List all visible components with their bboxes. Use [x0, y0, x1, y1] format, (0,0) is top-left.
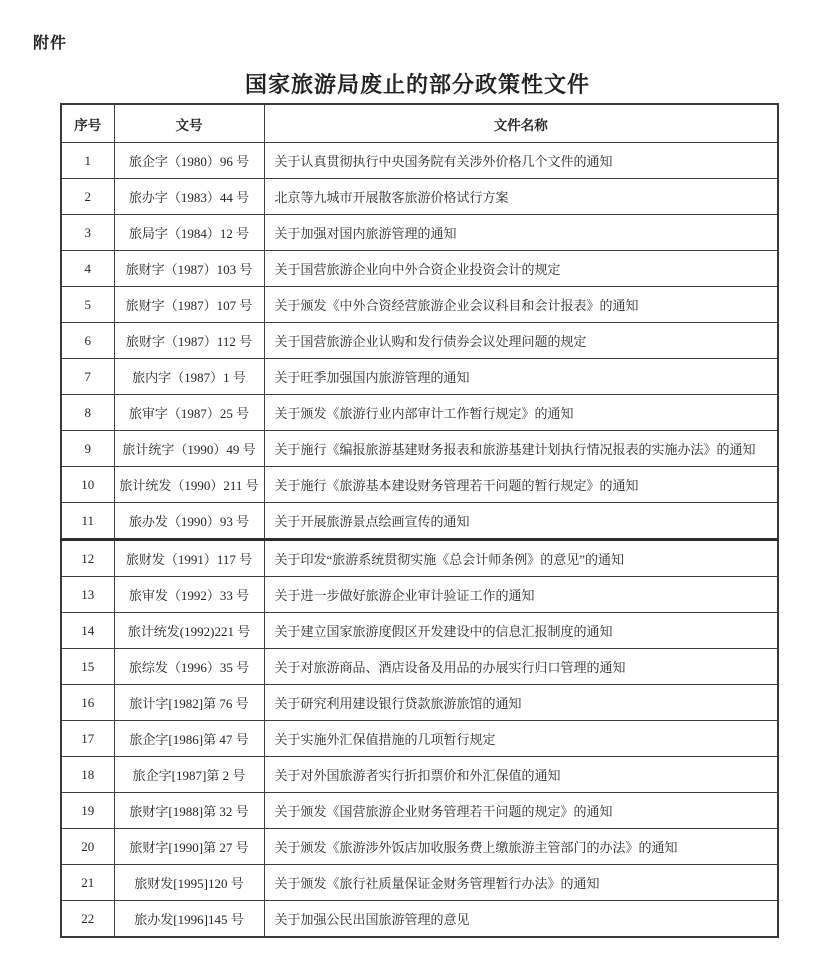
doc-number-cell: 旅计统发（1990）211 号 — [114, 467, 264, 503]
doc-title-cell: 关于开展旅游景点绘画宣传的通知 — [264, 503, 778, 540]
doc-number-cell: 旅财字[1990]第 27 号 — [114, 829, 264, 865]
table-row — [61, 757, 778, 793]
doc-title-cell: 关于进一步做好旅游企业审计验证工作的通知 — [264, 577, 778, 613]
row-number-cell: 3 — [61, 215, 114, 251]
table-row — [61, 287, 778, 323]
row-number-cell: 7 — [61, 359, 114, 395]
row-number-cell: 16 — [61, 685, 114, 721]
doc-title-cell: 关于认真贯彻执行中央国务院有关涉外价格几个文件的通知 — [264, 143, 778, 179]
doc-title-cell: 关于施行《编报旅游基建财务报表和旅游基建计划执行情况报表的实施办法》的通知 — [264, 431, 778, 467]
table-row — [61, 503, 778, 540]
row-number-cell: 2 — [61, 179, 114, 215]
doc-title-cell: 关于旺季加强国内旅游管理的通知 — [264, 359, 778, 395]
row-number-cell: 4 — [61, 251, 114, 287]
doc-number-cell: 旅财字（1987）112 号 — [114, 323, 264, 359]
doc-number-cell: 旅审发（1992）33 号 — [114, 577, 264, 613]
doc-number-cell: 旅综发（1996）35 号 — [114, 649, 264, 685]
doc-title-cell: 北京等九城市开展散客旅游价格试行方案 — [264, 179, 778, 215]
row-number-cell: 19 — [61, 793, 114, 829]
row-number-cell: 5 — [61, 287, 114, 323]
doc-title-cell: 关于加强公民出国旅游管理的意见 — [264, 901, 778, 938]
table-row — [61, 179, 778, 215]
row-number-cell: 10 — [61, 467, 114, 503]
table-row — [61, 143, 778, 179]
doc-number-cell: 旅办发（1990）93 号 — [114, 503, 264, 540]
row-number-cell: 20 — [61, 829, 114, 865]
table-row — [61, 431, 778, 467]
table-row — [61, 251, 778, 287]
header-cell: 文件名称 — [264, 104, 778, 143]
doc-number-cell: 旅财字（1987）107 号 — [114, 287, 264, 323]
doc-number-cell: 旅办发[1996]145 号 — [114, 901, 264, 938]
doc-title-cell: 关于印发“旅游系统贯彻实施《总会计师条例》的意见”的通知 — [264, 540, 778, 577]
doc-title-cell: 关于颁发《中外合资经营旅游企业会议科目和会计报表》的通知 — [264, 287, 778, 323]
row-number-cell: 17 — [61, 721, 114, 757]
table-body — [61, 143, 778, 938]
table-row — [61, 901, 778, 938]
header-cell: 序号 — [61, 104, 114, 143]
doc-title-cell: 关于建立国家旅游度假区开发建设中的信息汇报制度的通知 — [264, 613, 778, 649]
doc-title-cell: 关于对旅游商品、酒店设备及用品的办展实行归口管理的通知 — [264, 649, 778, 685]
doc-title-cell: 关于施行《旅游基本建设财务管理若干问题的暂行规定》的通知 — [264, 467, 778, 503]
doc-title-cell: 关于国营旅游企业向中外合资企业投资会计的规定 — [264, 251, 778, 287]
table-row — [61, 395, 778, 431]
table-row — [61, 649, 778, 685]
table-row — [61, 685, 778, 721]
doc-number-cell: 旅计统字（1990）49 号 — [114, 431, 264, 467]
doc-title-cell: 关于加强对国内旅游管理的通知 — [264, 215, 778, 251]
row-number-cell: 11 — [61, 503, 114, 540]
table-row — [61, 577, 778, 613]
row-number-cell: 14 — [61, 613, 114, 649]
row-number-cell: 6 — [61, 323, 114, 359]
table-row — [61, 215, 778, 251]
doc-title-cell: 关于国营旅游企业认购和发行债券会议处理问题的规定 — [264, 323, 778, 359]
doc-number-cell: 旅审字（1987）25 号 — [114, 395, 264, 431]
row-number-cell: 22 — [61, 901, 114, 938]
doc-number-cell: 旅财发（1991）117 号 — [114, 540, 264, 577]
doc-number-cell: 旅局字（1984）12 号 — [114, 215, 264, 251]
table-row — [61, 359, 778, 395]
doc-title-cell: 关于颁发《旅游行业内部审计工作暂行规定》的通知 — [264, 395, 778, 431]
row-number-cell: 8 — [61, 395, 114, 431]
table-row — [61, 323, 778, 359]
doc-title-cell: 关于研究利用建设银行贷款旅游旅馆的通知 — [264, 685, 778, 721]
page-title: 国家旅游局废止的部分政策性文件 — [244, 72, 590, 97]
doc-title-cell: 关于对外国旅游者实行折扣票价和外汇保值的通知 — [264, 757, 778, 793]
row-number-cell: 9 — [61, 431, 114, 467]
doc-number-cell: 旅计字[1982]第 76 号 — [114, 685, 264, 721]
doc-title-cell: 关于颁发《旅游涉外饭店加收服务费上缴旅游主管部门的办法》的通知 — [264, 829, 778, 865]
doc-title-cell: 关于颁发《国营旅游企业财务管理若干问题的规定》的通知 — [264, 793, 778, 829]
doc-number-cell: 旅财字[1988]第 32 号 — [114, 793, 264, 829]
table-row — [61, 793, 778, 829]
header-cell: 文号 — [114, 104, 264, 143]
abolished-documents-table — [60, 103, 779, 938]
doc-number-cell: 旅内字（1987）1 号 — [114, 359, 264, 395]
row-number-cell: 1 — [61, 143, 114, 179]
doc-title-cell: 关于颁发《旅行社质量保证金财务管理暂行办法》的通知 — [264, 865, 778, 901]
table-row — [61, 721, 778, 757]
table-row — [61, 467, 778, 503]
row-number-cell: 12 — [61, 540, 114, 577]
doc-number-cell: 旅计统发(1992)221 号 — [114, 613, 264, 649]
doc-number-cell: 旅企字[1986]第 47 号 — [114, 721, 264, 757]
row-number-cell: 18 — [61, 757, 114, 793]
table-header-row — [61, 104, 778, 143]
table-row — [61, 865, 778, 901]
table-row — [61, 829, 778, 865]
doc-number-cell: 旅财发[1995]120 号 — [114, 865, 264, 901]
table-row — [61, 613, 778, 649]
doc-title-cell: 关于实施外汇保值措施的几项暂行规定 — [264, 721, 778, 757]
attachment-label: 附件 — [33, 35, 68, 52]
doc-number-cell: 旅财字（1987）103 号 — [114, 251, 264, 287]
table-row — [61, 540, 778, 577]
row-number-cell: 15 — [61, 649, 114, 685]
doc-number-cell: 旅办字（1983）44 号 — [114, 179, 264, 215]
doc-number-cell: 旅企字（1980）96 号 — [114, 143, 264, 179]
row-number-cell: 13 — [61, 577, 114, 613]
row-number-cell: 21 — [61, 865, 114, 901]
doc-number-cell: 旅企字[1987]第 2 号 — [114, 757, 264, 793]
